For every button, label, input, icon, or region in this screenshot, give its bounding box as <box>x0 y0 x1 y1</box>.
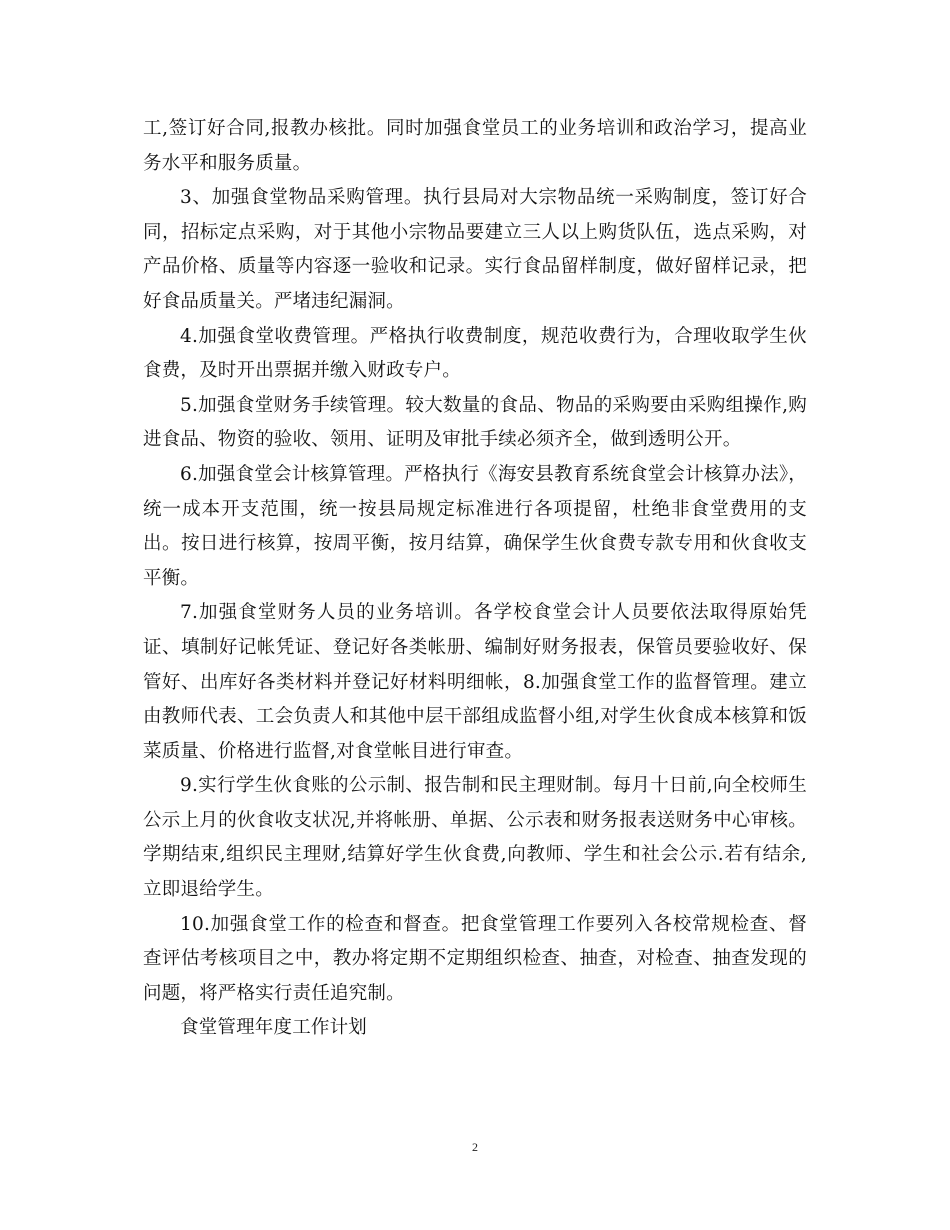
paragraph-8: 10.加强食堂工作的检查和督查。把食堂管理工作要列入各校常规检查、督查评估考核项目之中，教办将定期不定期组织检查、抽查，对检查、抽查发现的问题，将严格实行责任追究制。 <box>143 913 807 1004</box>
paragraph-6: 7.加强食堂财务人员的业务培训。各学校食堂会计人员要依法取得原始凭证、填制好记帐凭证、登记好各类帐册、编制好财务报表，保管员要验收好、保管好、出库好各类材料并登记好材料明细帐，8.加强食堂工作的监督管理。建立由教师代表、工会负责人和其他中层干部组成监督小组,对学生伙食成本核算和饭菜质量、价格进行监督,对食堂帐目进行审查。 <box>143 602 807 762</box>
paragraph-3: 4.加强食堂收费管理。严格执行收费制度，规范收费行为，合理收取学生伙食费，及时开出票据并缴入财政专户。 <box>143 325 807 382</box>
paragraph-2: 3、加强食堂物品采购管理。执行县局对大宗物品统一采购制度，签订好合同，招标定点采购，对于其他小宗物品要建立三人以上购货队伍，选点采购，对产品价格、质量等内容逐一验收和记录。实行食品留样制度，做好留样记录，把好食品质量关。严堵违纪漏洞。 <box>143 187 807 312</box>
document-body <box>143 112 807 1046</box>
paragraph-1: 工,签订好合同,报教办核批。同时加强食堂员工的业务培训和政治学习，提高业务水平和服务质量。 <box>143 118 807 174</box>
page-number: 2 <box>472 1140 478 1154</box>
paragraph-5: 6.加强食堂会计核算管理。严格执行《海安县教育系统食堂会计核算办法》，统一成本开支范围，统一按县局规定标准进行各项提留，杜绝非食堂费用的支出。按日进行核算，按周平衡，按月结算，确保学生伙食费专款专用和伙食收支平衡。 <box>143 463 807 589</box>
paragraph-7: 9.实行学生伙食账的公示制、报告制和民主理财制。每月十日前,向全校师生公示上月的伙食收支状况,并将帐册、单据、公示表和财务报表送财务中心审核。学期结束,组织民主理财,结算好学生伙食费,向教师、学生和社会公示.若有结余,立即退给学生。 <box>143 775 807 901</box>
section-heading: 食堂管理年度工作计划 <box>180 1017 368 1039</box>
paragraph-4: 5.加强食堂财务手续管理。较大数量的食品、物品的采购要由采购组操作,购进食品、物资的验收、领用、证明及审批手续必须齐全，做到透明公开。 <box>143 394 807 451</box>
